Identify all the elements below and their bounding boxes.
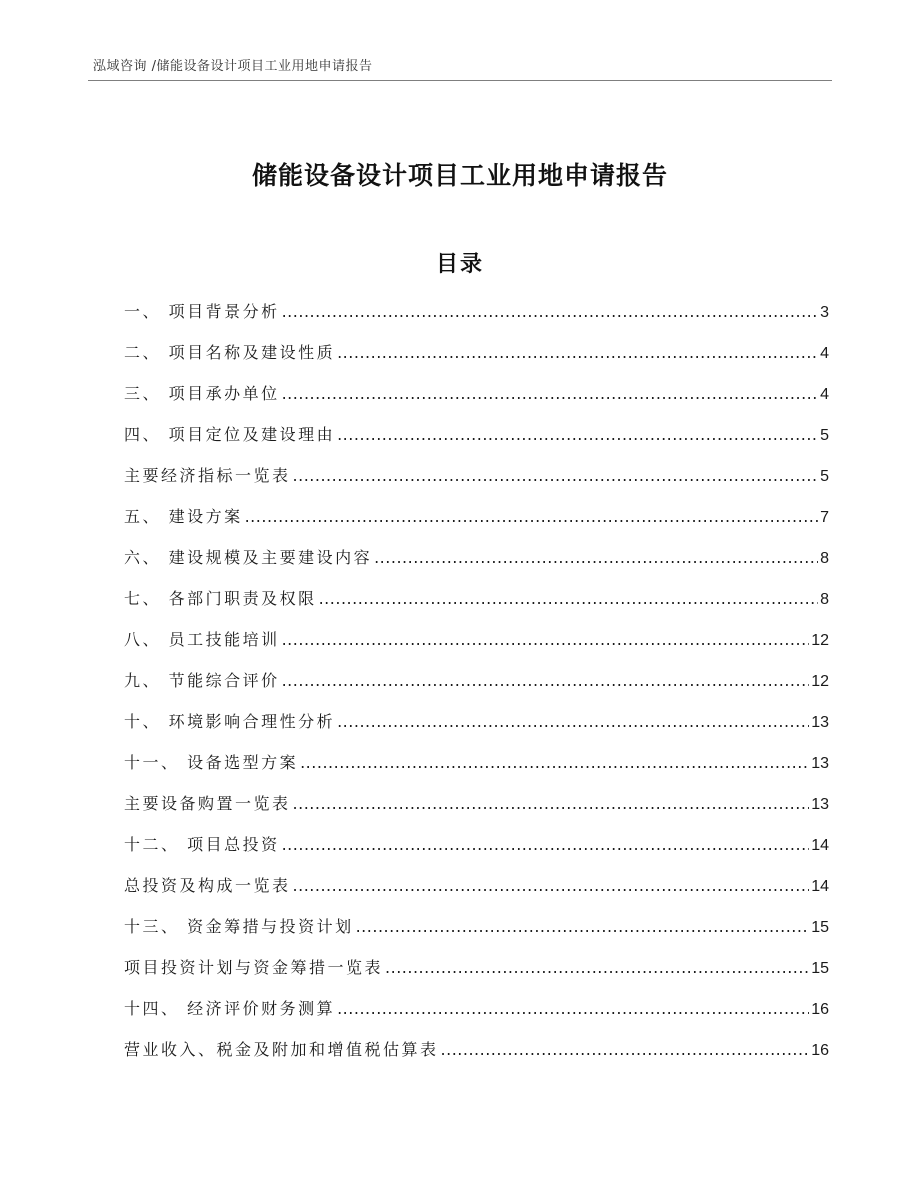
toc-entry-page: 3 — [820, 304, 829, 321]
toc-entry-page: 4 — [820, 386, 829, 403]
toc-entry[interactable] — [124, 708, 829, 749]
toc-entry-page: 16 — [811, 1042, 829, 1059]
document-title: 储能设备设计项目工业用地申请报告 — [251, 161, 668, 190]
toc-leader-dots — [282, 626, 810, 654]
toc-entry[interactable] — [124, 1036, 829, 1077]
toc-entry-label: 主要经济指标一览表 — [124, 466, 291, 485]
toc-entry-label: 二、 项目名称及建设性质 — [124, 343, 336, 362]
toc-entry[interactable] — [124, 913, 829, 954]
toc-entry-page: 8 — [820, 591, 829, 608]
toc-leader-dots — [319, 585, 819, 613]
toc-leader-dots — [337, 339, 818, 367]
toc-leader-dots — [282, 667, 810, 695]
toc-entry-page: 13 — [811, 755, 829, 772]
toc-entry[interactable] — [124, 831, 829, 872]
toc-entry-page: 15 — [811, 919, 829, 936]
toc-leader-dots — [356, 913, 810, 941]
toc-entry[interactable] — [124, 667, 829, 708]
toc-heading: 目录 — [435, 252, 484, 277]
toc-entry-label: 主要设备购置一览表 — [124, 794, 291, 813]
toc-entry-page: 12 — [811, 632, 829, 649]
toc-entry[interactable] — [124, 626, 829, 667]
toc-entry-label: 十二、 项目总投资 — [124, 835, 280, 854]
toc-entry-label: 十、 环境影响合理性分析 — [124, 712, 336, 731]
toc-entry-page: 13 — [811, 796, 829, 813]
toc-entry-page: 15 — [811, 960, 829, 977]
toc-entry[interactable] — [124, 462, 829, 503]
toc-entry-label: 三、 项目承办单位 — [124, 384, 280, 403]
toc-leader-dots — [374, 544, 818, 572]
toc-leader-dots — [300, 749, 809, 777]
toc-entry[interactable] — [124, 749, 829, 790]
toc-leader-dots — [337, 708, 809, 736]
toc-entry[interactable] — [124, 298, 829, 339]
toc-entry-label: 十三、 资金筹措与投资计划 — [124, 917, 354, 936]
running-header: 泓域咨询 /储能设备设计项目工业用地申请报告 — [93, 59, 373, 74]
toc-leader-dots — [293, 790, 810, 818]
toc-entry-page: 5 — [820, 468, 829, 485]
toc-entry-page: 5 — [820, 427, 829, 444]
toc-leader-dots — [385, 954, 809, 982]
toc-entry[interactable] — [124, 421, 829, 462]
toc-entry[interactable] — [124, 585, 829, 626]
toc-entry-label: 八、 员工技能培训 — [124, 630, 280, 649]
toc-entry-label: 项目投资计划与资金筹措一览表 — [124, 958, 384, 977]
toc-entry-page: 8 — [820, 550, 829, 567]
toc-leader-dots — [282, 298, 819, 326]
toc-entry[interactable] — [124, 872, 829, 913]
toc-entry-page: 14 — [811, 878, 829, 895]
toc-entry-label: 十一、 设备选型方案 — [124, 753, 299, 772]
toc-entry[interactable] — [124, 995, 829, 1036]
toc-leader-dots — [337, 995, 809, 1023]
toc-leader-dots — [337, 421, 818, 449]
toc-entry[interactable] — [124, 339, 829, 380]
toc-entry-page: 12 — [811, 673, 829, 690]
toc-entry[interactable] — [124, 544, 829, 585]
header-divider — [88, 80, 832, 81]
toc-entry[interactable] — [124, 954, 829, 995]
toc-entry[interactable] — [124, 380, 829, 421]
toc-entry-page: 14 — [811, 837, 829, 854]
toc-leader-dots — [282, 831, 810, 859]
toc-entry-label: 总投资及构成一览表 — [124, 876, 291, 895]
toc-entry-label: 七、 各部门职责及权限 — [124, 589, 317, 608]
toc-entry-label: 四、 项目定位及建设理由 — [124, 425, 336, 444]
toc-entry[interactable] — [124, 503, 829, 544]
toc-entry-label: 一、 项目背景分析 — [124, 302, 280, 321]
toc-leader-dots — [441, 1036, 810, 1064]
toc-entry-label: 十四、 经济评价财务测算 — [124, 999, 336, 1018]
toc-entry-page: 4 — [820, 345, 829, 362]
toc-entry-label: 营业收入、税金及附加和增值税估算表 — [124, 1040, 439, 1059]
toc-leader-dots — [293, 462, 819, 490]
toc-leader-dots — [282, 380, 819, 408]
toc-entry-page: 7 — [820, 509, 829, 526]
toc-entry-label: 五、 建设方案 — [124, 507, 243, 526]
toc-entry-label: 九、 节能综合评价 — [124, 671, 280, 690]
toc-entry[interactable] — [124, 790, 829, 831]
toc-entry-page: 16 — [811, 1001, 829, 1018]
table-of-contents — [124, 298, 829, 1077]
toc-leader-dots — [293, 872, 810, 900]
toc-leader-dots — [245, 503, 819, 531]
toc-entry-label: 六、 建设规模及主要建设内容 — [124, 548, 373, 567]
toc-entry-page: 13 — [811, 714, 829, 731]
